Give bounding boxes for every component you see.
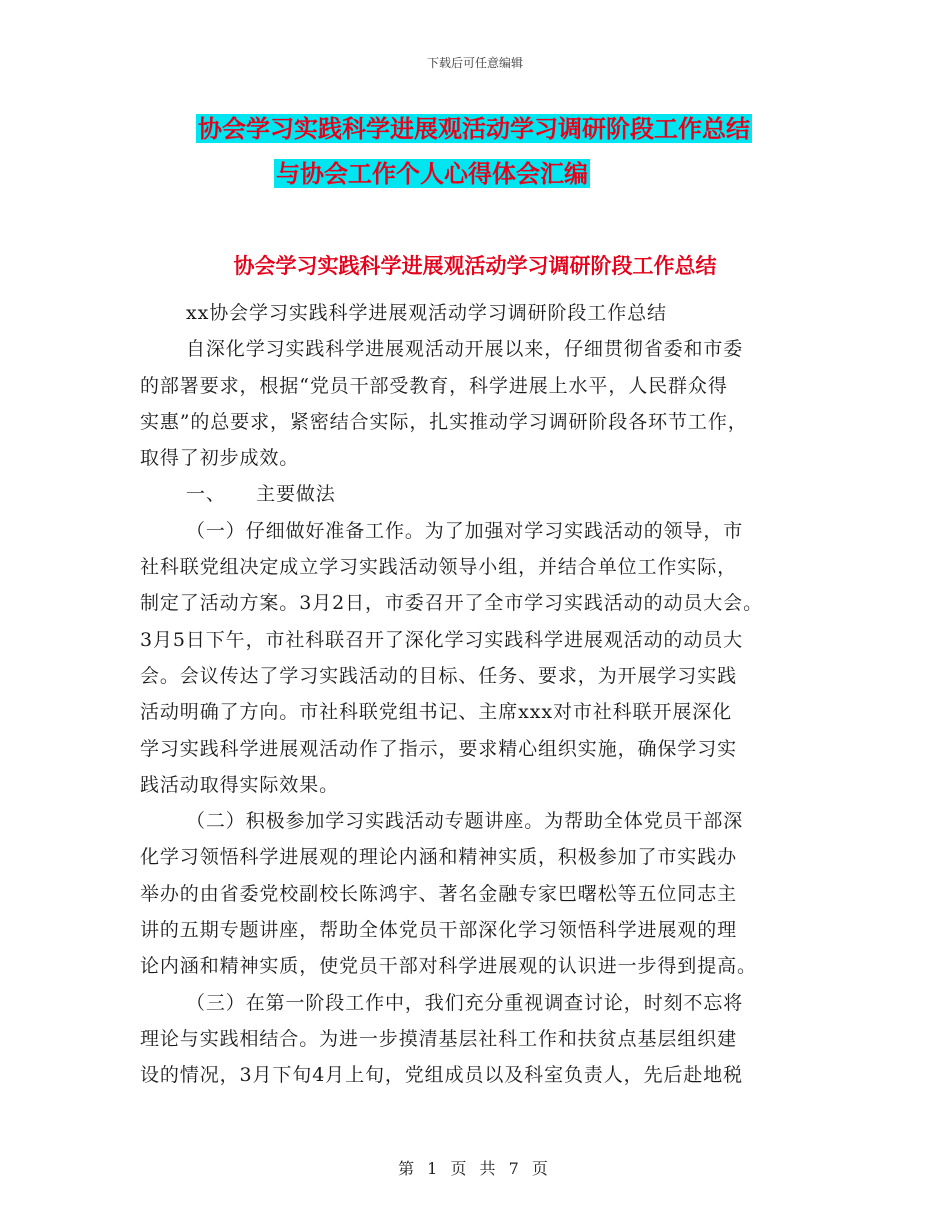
document-title-line-1 [196,112,876,146]
body-line: 会。会议传达了学习实践活动的目标、任务、要求，为开展学习实践 [140,664,738,687]
header-note: 下载后可任意编辑 [426,56,523,70]
document-title-line-2 [274,157,950,191]
body-line: （三）在第一阶段工作中，我们充分重视调查讨论，时刻不忘将 [186,991,744,1014]
section-subtitle: 协会学习实践科学进展观活动学习调研阶段工作总结 [233,253,717,278]
body-line: 讲的五期专题讲座，帮助全体党员干部深化学习领悟科学进展观的理 [140,919,738,942]
title-highlight-1: 协会学习实践科学进展观活动学习调研阶段工作总结 [198,114,750,143]
body-line: 践活动取得实际效果。 [140,773,340,796]
body-line: 学习实践科学进展观活动作了指示，要求精心组织实施，确保学习实 [140,737,738,760]
section-heading: 一、 主要做法 [186,483,336,506]
document-body [140,295,820,1094]
body-line: 取得了初步成效。 [140,447,300,470]
body-line: 的部署要求，根据“党员干部受教育，科学进展上水平，人民群众得 [140,374,728,397]
body-line: 理论与实践相结合。为进一步摸清基层社科工作和扶贫点基层组织建 [140,1027,738,1050]
body-line: 化学习领悟科学进展观的理论内涵和精神实质，积极参加了市实践办 [140,846,738,869]
body-line: 实惠”的总要求，紧密结合实际，扎实推动学习调研阶段各环节工作， [140,410,748,433]
body-line: （一）仔细做好准备工作。为了加强对学习实践活动的领导，市 [186,519,744,542]
title-highlight-2: 与协会工作个人心得体会汇编 [276,159,588,188]
body-line: 活动明确了方向。市社科联党组书记、主席xxx对市社科联开展深化 [140,701,733,724]
body-line: （二）积极参加学习实践活动专题讲座。为帮助全体党员干部深 [186,810,744,833]
body-line: 3月5日下午，市社科联召开了深化学习实践科学进展观活动的动员大 [140,628,744,651]
body-line: xx协会学习实践科学进展观活动学习调研阶段工作总结 [186,302,667,324]
body-line: 自深化学习实践科学进展观活动开展以来，仔细贯彻省委和市委 [186,338,744,361]
body-line: 设的情况，3月下旬4月上旬，党组成员以及科室负责人，先后赴地税 [140,1064,744,1087]
page-footer: 第 1 页 共 7 页 [398,1159,552,1178]
body-line: 举办的由省委党校副校长陈鸿宇、著名金融专家巴曙松等五位同志主 [140,882,738,905]
body-line: 论内涵和精神实质，使党员干部对科学进展观的认识进一步得到提高。 [140,955,757,978]
body-line: 制定了活动方案。3月2日，市委召开了全市学习实践活动的动员大会。 [140,592,763,615]
body-line: 社科联党组决定成立学习实践活动领导小组，并结合单位工作实际， [140,556,738,579]
